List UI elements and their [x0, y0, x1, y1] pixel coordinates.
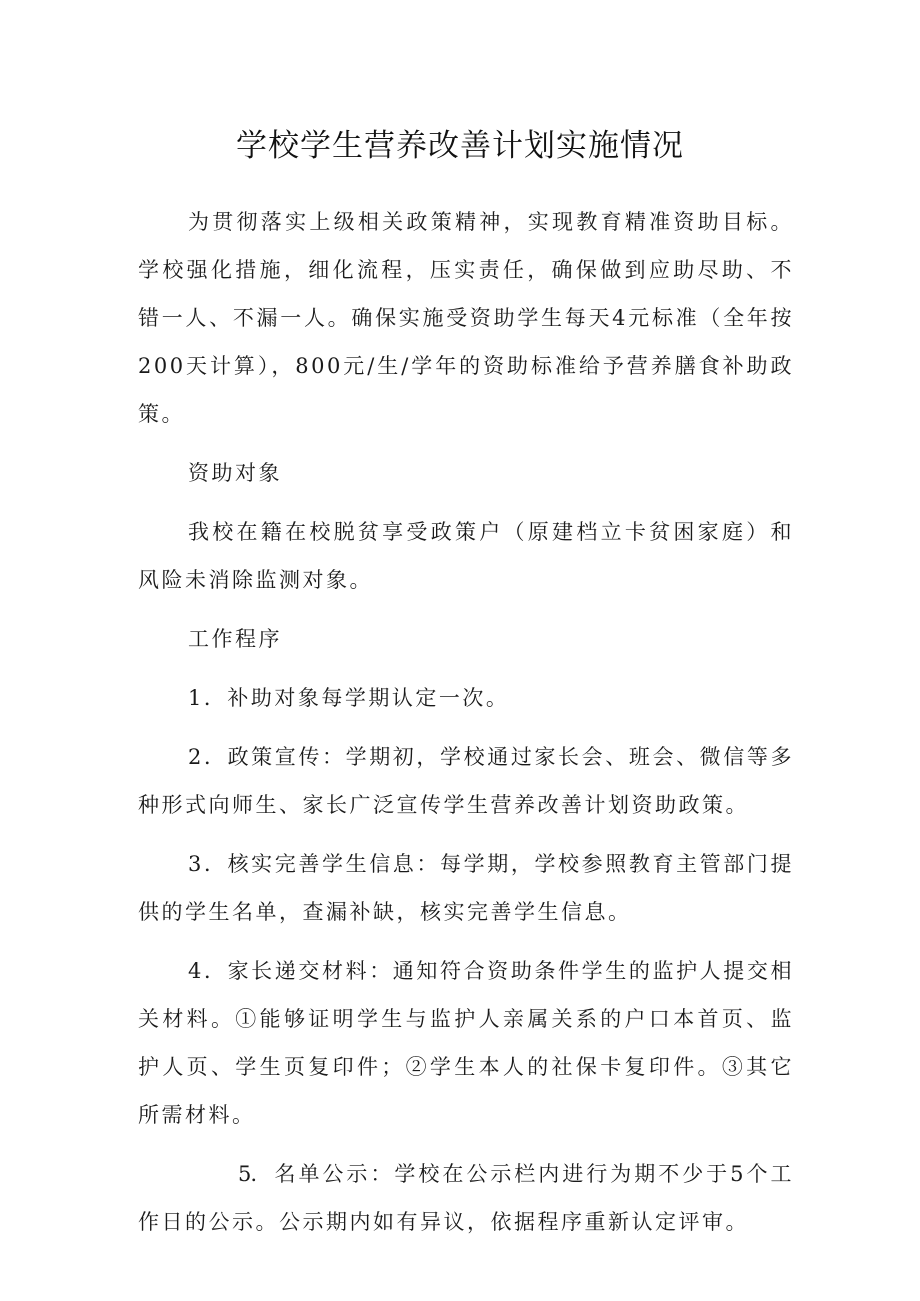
document-body — [138, 198, 794, 1246]
procedure-item-5-text: ．名单公示：学校在公示栏内进行为期不少于5个工作日的公示。公示期内如有异议，依据程序重新认定评审。 — [138, 1162, 794, 1234]
procedure-item-5 — [138, 1150, 794, 1246]
section-heading-aid-recipients: 资助对象 — [188, 461, 282, 485]
intro-paragraph: 为贯彻落实上级相关政策精神，实现教育精准资助目标。学校强化措施，细化流程，压实责任，确保做到应助尽助、不错一人、不漏一人。确保实施受资助学生每天4元标准（全年按200天计算），800元/生/学年的资助标准给予营养膳食补助政策。 — [138, 210, 794, 426]
document-title: 学校学生营养改善计划实施情况 — [236, 128, 684, 164]
section-heading-work-procedure: 工作程序 — [188, 627, 282, 651]
procedure-item-2: 2．政策宣传：学期初，学校通过家长会、班会、微信等多种形式向师生、家长广泛宣传学生营养改善计划资助政策。 — [138, 745, 794, 817]
procedure-item-5-number: 5 — [238, 1162, 254, 1186]
procedure-item-3: 3．核实完善学生信息：每学期，学校参照教育主管部门提供的学生名单，查漏补缺，核实完善学生信息。 — [138, 852, 794, 924]
procedure-item-1: 1．补助对象每学期认定一次。 — [188, 686, 510, 710]
aid-recipients-paragraph: 我校在籍在校脱贫享受政策户（原建档立卡贫困家庭）和风险未消除监测对象。 — [138, 520, 794, 592]
procedure-item-4: 4．家长递交材料：通知符合资助条件学生的监护人提交相关材料。①能够证明学生与监护人亲属关系的户口本首页、监护人页、学生页复印件；②学生本人的社保卡复印件。③其它所需材料。 — [138, 959, 794, 1127]
